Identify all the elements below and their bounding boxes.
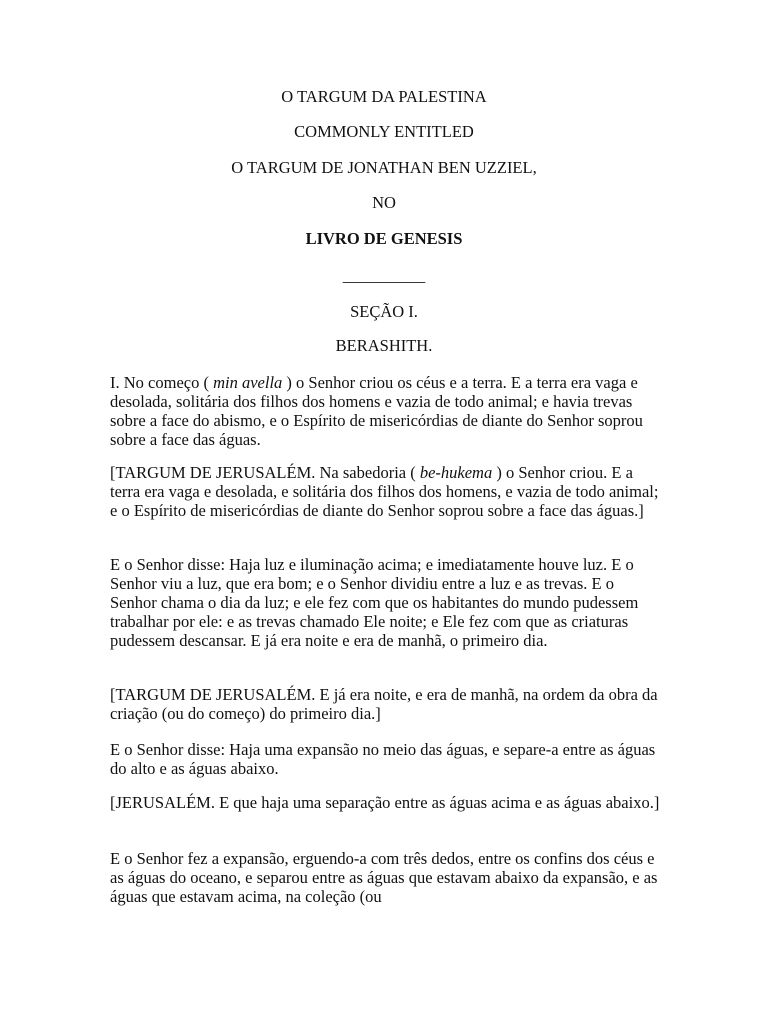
paragraph-7: E o Senhor fez a expansão, erguendo-a com três dedos, entre os confins dos céus e as águas do oceano, e separou entre as águas que estavam abaixo da expansão, e as águas que estavam acima, na coleção (ou: [110, 849, 658, 906]
paragraph-1-italic: min avella: [213, 373, 283, 392]
paragraph-3: E o Senhor disse: Haja luz e iluminação acima; e imediatamente houve luz. E o Senhor viu a luz, que era bom; e o Senhor dividiu entre a luz e as trevas. E o Senhor chama o dia da luz; e ele fez com que os habitantes do mundo pudessem trabalhar por ele: e as trevas chamado Ele noite; e Ele fez com que as criaturas pudessem descansar. E já era noite e era de manhã, o primeiro dia.: [110, 555, 639, 650]
title-line-3: O TARGUM DE JONATHAN BEN UZZIEL,: [231, 158, 537, 177]
separator-rule: __________: [342, 266, 426, 285]
paragraph-2-post: ) o Senhor criou. E a terra era vaga e desolada, e solitária dos filhos dos homens, e vazia de todo animal; e o Espírito de misericórdias de diante do Senhor soprou sobre a face das águas.]: [110, 463, 659, 520]
paragraph-5: E o Senhor disse: Haja uma expansão no meio das águas, e separe-a entre as águas do alto e as águas abaixo.: [110, 740, 656, 778]
title-line-1: O TARGUM DA PALESTINA: [281, 87, 487, 106]
paragraph-2-pre: [TARGUM DE JERUSALÉM. Na sabedoria (: [110, 463, 420, 482]
paragraph-2-italic: be-hukema: [419, 463, 493, 482]
title-line-4: NO: [372, 193, 396, 212]
paragraph-1: [110, 373, 660, 449]
paragraph-2: [110, 463, 660, 520]
section-name: BERASHITH.: [335, 336, 433, 355]
paragraph-1-pre: I. No começo (: [110, 373, 214, 392]
title-line-2: COMMONLY ENTITLED: [294, 122, 474, 141]
section-heading: SEÇÃO I.: [350, 302, 418, 321]
paragraph-1-post: ) o Senhor criou os céus e a terra. E a terra era vaga e desolada, solitária dos filhos dos homens e vazia de todo animal; e havia trevas sobre a face do abismo, e o Espírito de misericórdias de diante do Senhor soprou sobre a face das águas.: [110, 373, 643, 449]
book-title: LIVRO DE GENESIS: [305, 229, 463, 248]
paragraph-4: [TARGUM DE JERUSALÉM. E já era noite, e era de manhã, na ordem da obra da criação (ou do começo) do primeiro dia.]: [110, 685, 658, 723]
paragraph-6: [JERUSALÉM. E que haja uma separação entre as águas acima e as águas abaixo.]: [110, 793, 660, 812]
